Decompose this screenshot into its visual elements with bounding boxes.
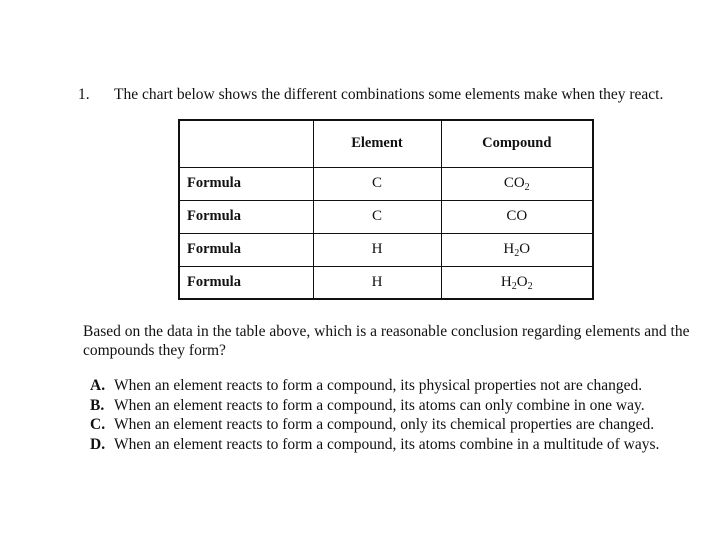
compound-cell	[441, 266, 593, 299]
element-cell: C	[313, 200, 441, 233]
formula-subscript: 2	[524, 182, 530, 193]
formula-symbol: O	[519, 241, 531, 257]
element-cell: C	[313, 167, 441, 200]
choice-letter: A.	[90, 377, 106, 394]
question-number: 1.	[78, 86, 90, 103]
table-header-row	[179, 120, 593, 167]
row-label: Formula	[179, 266, 313, 299]
row-label: Formula	[179, 233, 313, 266]
answer-choice-b[interactable]	[90, 396, 659, 416]
compound-cell	[441, 200, 593, 233]
element-compound-table	[178, 119, 594, 300]
choice-text: When an element reacts to form a compound, its physical properties not are changed.	[114, 377, 643, 394]
answer-choice-d[interactable]	[90, 435, 659, 455]
table-header-compound: Compound	[441, 120, 593, 167]
choice-text: When an element reacts to form a compound, its atoms can only combine in one way.	[114, 396, 645, 414]
table-header-element: Element	[313, 120, 441, 167]
choice-letter: D.	[90, 435, 106, 453]
formula-symbol: O	[516, 273, 528, 290]
choice-letter: C.	[90, 416, 106, 433]
formula-subscript: 2	[511, 280, 517, 292]
question-header	[78, 86, 663, 104]
element-cell: H	[313, 266, 441, 299]
formula-symbol: H	[503, 241, 515, 257]
formula-subscript: 2	[527, 280, 533, 292]
question-prompt: Based on the data in the table above, which is a reasonable conclusion regarding elements and the compounds they form?	[83, 323, 690, 359]
choice-letter: B.	[90, 396, 105, 414]
answer-choice-a[interactable]	[90, 376, 659, 396]
table-row	[179, 233, 593, 266]
formula-symbol: CO	[506, 208, 528, 224]
formula-symbol: H	[500, 273, 512, 290]
formula-symbol: CO	[503, 175, 525, 191]
row-label: Formula	[179, 167, 313, 200]
compound-cell	[441, 167, 593, 200]
compound-cell	[441, 233, 593, 266]
choice-text: When an element reacts to form a compound, only its chemical properties are changed.	[114, 416, 655, 433]
answer-choices	[90, 376, 659, 454]
element-cell: H	[313, 233, 441, 266]
table-row	[179, 200, 593, 233]
question-text: The chart below shows the different combinations some elements make when they react.	[114, 86, 664, 103]
table-row	[179, 167, 593, 200]
row-label: Formula	[179, 200, 313, 233]
table-row	[179, 266, 593, 299]
table-header-blank	[179, 120, 313, 167]
formula-subscript: 2	[514, 248, 520, 259]
choice-text: When an element reacts to form a compound, its atoms combine in a multitude of ways.	[114, 435, 660, 453]
answer-choice-c[interactable]	[90, 415, 659, 435]
